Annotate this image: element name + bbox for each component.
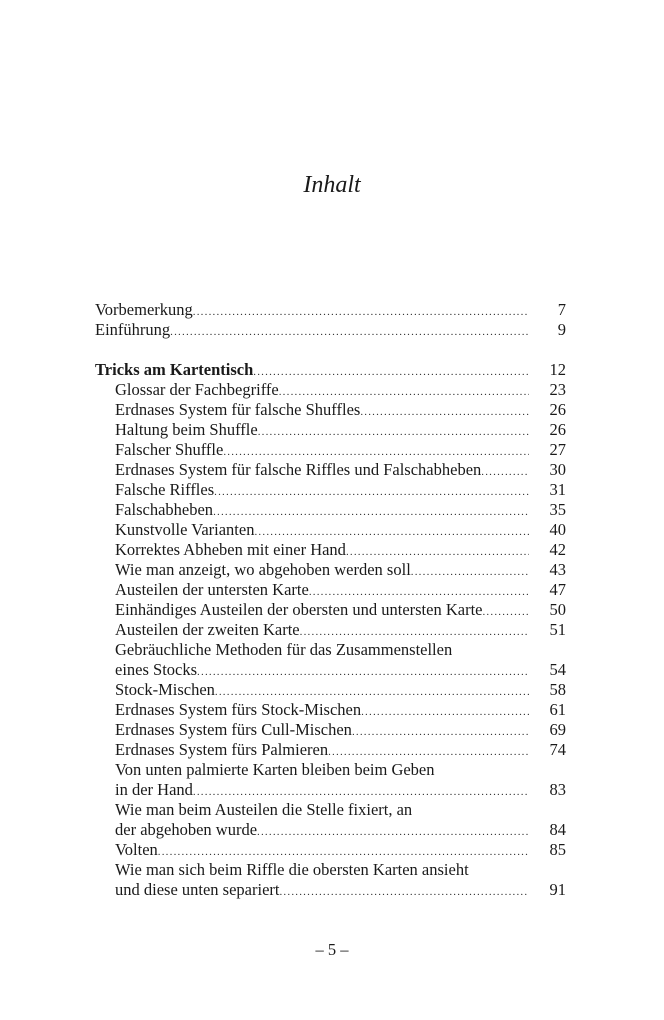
- toc-entry: [95, 420, 566, 440]
- toc-entry: [95, 560, 566, 580]
- toc-entry-line: [115, 440, 566, 460]
- dot-leader: [300, 622, 529, 642]
- toc-entry-page: 23: [549, 380, 566, 399]
- toc-entry-title: eines Stocks: [115, 660, 198, 679]
- toc-entry: [95, 500, 566, 520]
- toc-entry-line: [115, 620, 566, 640]
- toc-entry-title: Falsche Riffles: [115, 480, 215, 499]
- toc-entry-line: [115, 380, 566, 400]
- dot-leader: [328, 742, 529, 762]
- toc-entry-title: Stock-Mischen: [115, 680, 215, 699]
- dot-leader: [352, 722, 529, 742]
- toc-entry-page: 50: [549, 600, 566, 619]
- toc-entry-title: Erdnases System fürs Cull-Mischen: [115, 720, 352, 739]
- toc-entry-line: [115, 660, 566, 680]
- toc-entry-line: [115, 580, 566, 600]
- page-title: Inhalt: [303, 172, 361, 198]
- toc-entry: [95, 760, 566, 800]
- toc-entry-title: Austeilen der zweiten Karte: [115, 620, 300, 639]
- toc-entry-line: [95, 320, 566, 340]
- toc-entry: [95, 520, 566, 540]
- dot-leader: [481, 462, 529, 482]
- dot-leader: [254, 522, 529, 542]
- toc-entry-line: [115, 840, 566, 860]
- toc-entry-line: [115, 800, 566, 820]
- toc-entry-title: Erdnases System für falsche Riffles und Falschabheben: [115, 460, 482, 479]
- toc-entry-line: [115, 820, 566, 840]
- dot-leader: [360, 402, 529, 422]
- toc-entry-title: Wie man sich beim Riffle die obersten Karten ansieht: [115, 860, 469, 879]
- toc-entry: [95, 860, 566, 900]
- toc-entry-line: [115, 680, 566, 700]
- toc-entry: [95, 440, 566, 460]
- dot-leader: [361, 702, 529, 722]
- toc-entry-page: 26: [549, 420, 566, 439]
- toc-entry-line: [115, 860, 566, 880]
- toc-entry-title: Erdnases System für falsche Shuffles: [115, 400, 361, 419]
- toc-entry-page: 74: [549, 740, 566, 759]
- toc-entry-page: 47: [549, 580, 566, 599]
- toc-entry-page: 40: [549, 520, 566, 539]
- toc-entry: [95, 740, 566, 760]
- toc-entry-title: Austeilen der untersten Karte: [115, 580, 309, 599]
- toc-entry-page: 9: [557, 320, 566, 339]
- toc-entry: [95, 300, 566, 320]
- toc-entry-page: 84: [549, 820, 566, 839]
- toc-entry-line: [115, 880, 566, 900]
- dot-leader: [213, 502, 529, 522]
- toc-entry-title: Einführung: [95, 320, 171, 339]
- toc-entry: [95, 380, 566, 400]
- toc-entry-title: Von unten palmierte Karten bleiben beim Geben: [115, 760, 435, 779]
- dot-leader: [214, 482, 529, 502]
- toc-entry-title: Erdnases System fürs Palmieren: [115, 740, 329, 759]
- toc-entry: [95, 540, 566, 560]
- toc-entry: [95, 680, 566, 700]
- toc-entry-page: 27: [549, 440, 566, 459]
- toc-entry-line: [95, 360, 566, 380]
- table-of-contents: [95, 300, 566, 900]
- toc-entry-title: Falschabheben: [115, 500, 214, 519]
- toc-entry-title: Falscher Shuffle: [115, 440, 224, 459]
- toc-entry-page: 91: [549, 880, 566, 899]
- toc-entry-title: Wie man anzeigt, wo abgehoben werden soll: [115, 560, 411, 579]
- dot-leader: [197, 662, 529, 682]
- dot-leader: [215, 682, 529, 702]
- toc-entry-title: Wie man beim Austeilen die Stelle fixiert, an: [115, 800, 413, 819]
- toc-entry-title: Tricks am Kartentisch: [95, 360, 254, 379]
- toc-entry: [95, 840, 566, 860]
- dot-leader: [170, 322, 529, 342]
- toc-entry-page: 7: [557, 300, 566, 319]
- toc-entry-page: 30: [549, 460, 566, 479]
- dot-leader: [253, 362, 529, 382]
- toc-entry-page: 85: [549, 840, 566, 859]
- toc-entry-line: [115, 460, 566, 480]
- toc-entry-line: [115, 740, 566, 760]
- toc-entry-page: 54: [549, 660, 566, 679]
- dot-leader: [193, 782, 529, 802]
- toc-entry-page: 69: [549, 720, 566, 739]
- dot-leader: [193, 302, 529, 322]
- toc-entry-line: [115, 540, 566, 560]
- page-number: – 5 –: [315, 940, 349, 959]
- toc-entry: [95, 480, 566, 500]
- toc-entry-title: und diese unten separiert: [115, 880, 280, 899]
- toc-entry: [95, 700, 566, 720]
- toc-entry-page: 26: [549, 400, 566, 419]
- dot-leader: [257, 822, 529, 842]
- toc-entry: [95, 360, 566, 380]
- toc-entry-page: 51: [549, 620, 566, 639]
- dot-leader: [411, 562, 529, 582]
- toc-entry-title: Korrektes Abheben mit einer Hand: [115, 540, 346, 559]
- dot-leader: [279, 382, 529, 402]
- toc-entry-title: Haltung beim Shuffle: [115, 420, 258, 439]
- toc-entry: [95, 600, 566, 620]
- toc-entry: [95, 620, 566, 640]
- toc-entry-title: Glossar der Fachbegriffe: [115, 380, 279, 399]
- toc-entry-line: [115, 760, 566, 780]
- toc-entry-title: Vorbemerkung: [95, 300, 193, 319]
- toc-entry-line: [115, 560, 566, 580]
- toc-entry-page: 58: [549, 680, 566, 699]
- dot-leader: [223, 442, 529, 462]
- toc-entry-title: der abgehoben wurde: [115, 820, 258, 839]
- toc-entry-page: 12: [549, 360, 566, 379]
- toc-entry-line: [115, 700, 566, 720]
- toc-entry: [95, 580, 566, 600]
- dot-leader: [346, 542, 529, 562]
- toc-entry: [95, 320, 566, 340]
- toc-entry-line: [115, 500, 566, 520]
- toc-entry-page: 42: [549, 540, 566, 559]
- toc-entry: [95, 720, 566, 740]
- toc-entry: [95, 640, 566, 680]
- dot-leader: [279, 882, 529, 902]
- toc-entry-line: [115, 520, 566, 540]
- toc-entry-page: 31: [549, 480, 566, 499]
- dot-leader: [309, 582, 529, 602]
- toc-entry-page: 35: [549, 500, 566, 519]
- toc-entry-title: Kunstvolle Varianten: [115, 520, 255, 539]
- toc-entry: [95, 400, 566, 420]
- toc-entry-line: [115, 720, 566, 740]
- toc-entry-line: [95, 300, 566, 320]
- toc-entry: [95, 460, 566, 480]
- toc-entry-line: [115, 600, 566, 620]
- toc-entry: [95, 800, 566, 840]
- toc-entry-line: [115, 400, 566, 420]
- toc-entry-line: [115, 640, 566, 660]
- toc-entry-page: 43: [549, 560, 566, 579]
- dot-leader: [158, 842, 529, 862]
- toc-entry-page: 61: [549, 700, 566, 719]
- dot-leader: [258, 422, 529, 442]
- toc-entry-title: Gebräuchliche Methoden für das Zusammenstellen: [115, 640, 453, 659]
- toc-entry-line: [115, 780, 566, 800]
- toc-entry-line: [115, 480, 566, 500]
- toc-entry-title: Erdnases System fürs Stock-Mischen: [115, 700, 362, 719]
- toc-entry-title: Volten: [115, 840, 158, 859]
- toc-entry-line: [115, 420, 566, 440]
- toc-entry-page: 83: [549, 780, 566, 799]
- dot-leader: [482, 602, 529, 622]
- toc-entry-title: Einhändiges Austeilen der obersten und untersten Karte: [115, 600, 483, 619]
- toc-entry-title: in der Hand: [115, 780, 193, 799]
